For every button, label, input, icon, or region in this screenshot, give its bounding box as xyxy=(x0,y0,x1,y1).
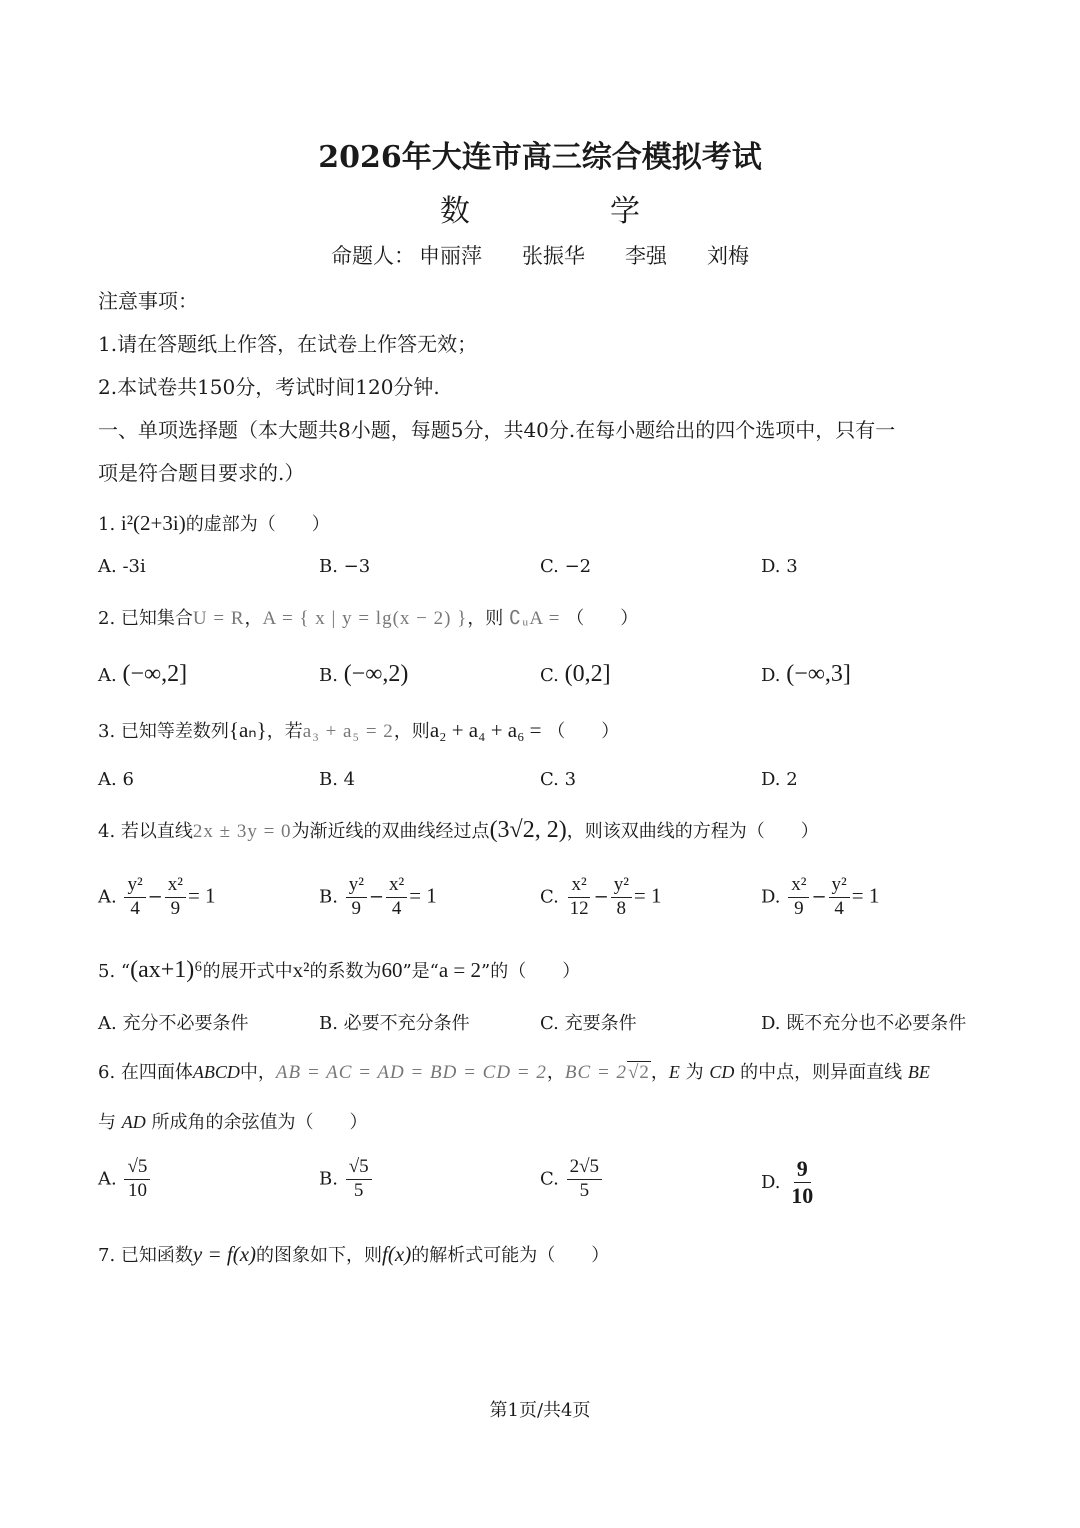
section-heading-line-2: 项是符合题目要求的.） xyxy=(98,461,305,485)
math-expression: x² xyxy=(292,958,310,982)
fraction: $\frac{√5}{10}$ xyxy=(124,1156,150,1203)
page-footer: 第1页/共4页 xyxy=(489,1400,591,1421)
option-b: B. $\frac{\text{y²}}{9}$ − $\frac{\text{x²}}{4}$ = 1 xyxy=(319,874,437,919)
option-a: A. 6 xyxy=(98,769,134,790)
author-name: 李强 xyxy=(625,244,667,268)
exam-title: 2026年大连市高三综合模拟考试 xyxy=(318,140,762,175)
question-text: 的系数为 xyxy=(309,961,382,982)
question-text: ，则 xyxy=(393,721,430,742)
subject-char-left: 数 xyxy=(440,194,470,229)
question-text: 的中点，则异面直线 xyxy=(740,1062,903,1083)
question-text: 3. 已知等差数列 xyxy=(98,721,229,742)
question-text: 的图象如下，则 xyxy=(256,1245,383,1266)
subject-heading xyxy=(0,186,1080,230)
option-a: A. (−∞,2] xyxy=(98,661,188,687)
option-c: C. 3 xyxy=(540,769,577,790)
option-b: B. −3 xyxy=(319,556,371,577)
question-text: ，则 xyxy=(467,608,504,629)
question-5 xyxy=(98,957,580,984)
question-text: ，若 xyxy=(266,721,303,742)
option-b: B. 必要不充分条件 xyxy=(319,1013,470,1034)
math-expression: i²(2+3i) xyxy=(120,511,186,535)
option-d: D. 2 xyxy=(761,769,798,790)
question-2 xyxy=(98,604,638,630)
question-number: 1. xyxy=(98,514,116,535)
math-variable: CD xyxy=(709,1062,735,1082)
question-text: （ ） xyxy=(547,721,620,742)
option-a: A. $\frac{\text{y²}}{4}$ − $\frac{\text{x²}}{9}$ = 1 xyxy=(98,874,216,919)
math-expression: (3√2, 2) xyxy=(489,817,567,843)
math-variable: AD xyxy=(121,1112,146,1132)
question-text: 为渐近线的双曲线经过点 xyxy=(291,821,490,842)
question-text: 7. 已知函数 xyxy=(98,1245,193,1266)
option-b: B. 4 xyxy=(319,769,356,790)
math-expression: a₂ + a₄ + a₆ = xyxy=(429,718,542,742)
math-expression: A = { x | y = lg(x − 2) } xyxy=(262,608,468,629)
question-text: 的虚部为（ ） xyxy=(185,514,330,535)
fraction: $\frac{9}{10}$ xyxy=(791,1156,814,1209)
math-expression: y = f(x) xyxy=(192,1242,257,1266)
math-expression: U = R xyxy=(192,608,245,629)
question-text: ”的（ ） xyxy=(481,961,581,982)
fraction: $\frac{2√5}{5}$ xyxy=(567,1156,602,1203)
authors-line xyxy=(0,240,1080,270)
question-text: 6. 在四面体 xyxy=(98,1062,193,1083)
author-name: 刘梅 xyxy=(707,244,749,268)
math-expression: a₃ + a₅ = 2 xyxy=(302,721,394,742)
fraction: $\frac{\text{x²}}{9}$ xyxy=(788,874,809,921)
option-a: A. -3i xyxy=(98,556,146,577)
math-expression: (ax+1)⁶ xyxy=(130,957,203,983)
option-b: B. $\frac{√5}{5}$ xyxy=(319,1156,374,1203)
notice-item-1: 1.请在答题纸上作答，在试卷上作答无效； xyxy=(98,332,478,356)
math-expression: (−∞,2] xyxy=(122,661,188,687)
fraction: $\frac{\text{y²}}{4}$ xyxy=(829,874,850,921)
question-1 xyxy=(98,510,330,536)
question-text: 的解析式可能为（ ） xyxy=(411,1245,610,1266)
question-text: 所成角的余弦值为（ ） xyxy=(151,1112,368,1133)
subject-char-right: 学 xyxy=(610,194,640,229)
question-text: ， xyxy=(650,1062,669,1083)
notice-item-2: 2.本试卷共150分，考试时间120分钟. xyxy=(98,375,440,399)
option-d: D. $\frac{9}{10}$ xyxy=(761,1156,818,1210)
authors-label: 命题人： xyxy=(331,244,415,268)
question-text: ， xyxy=(244,608,263,629)
question-text: ， xyxy=(546,1062,565,1083)
option-d: D. 3 xyxy=(761,556,798,577)
question-text: ”是“ xyxy=(402,961,439,982)
fraction: $\frac{\text{x²}}{12}$ xyxy=(569,874,589,919)
math-expression: (0,2] xyxy=(564,661,611,687)
question-6-line-2 xyxy=(98,1108,367,1134)
option-d: D. (−∞,3] xyxy=(761,661,851,687)
math-expression: 2x ± 3y = 0 xyxy=(192,821,292,842)
question-text: 中， xyxy=(239,1062,276,1083)
question-text: 的展开式中 xyxy=(202,961,293,982)
option-c: C. $\frac{2√5}{5}$ xyxy=(540,1156,604,1203)
fraction: $\frac{\text{y²}}{9}$ xyxy=(346,874,367,921)
option-c: C. 充要条件 xyxy=(540,1013,637,1034)
math-expression: {aₙ} xyxy=(228,718,267,742)
question-text: ，则该双曲线的方程为（ ） xyxy=(566,821,819,842)
fraction: $\frac{\text{x²}}{4}$ xyxy=(386,874,407,921)
question-text: 2. 已知集合 xyxy=(98,608,193,629)
option-a: A. $\frac{√5}{10}$ xyxy=(98,1156,152,1203)
section-heading-line-1: 一、单项选择题（本大题共8小题，每题5分，共40分.在每小题给出的四个选项中，只有一 xyxy=(98,418,896,442)
question-4 xyxy=(98,817,819,844)
author-name: 申丽萍 xyxy=(419,244,482,268)
question-3 xyxy=(98,717,619,743)
math-expression: BC = 2 xyxy=(564,1062,627,1083)
fraction: $\frac{\text{y²}}{4}$ xyxy=(124,874,145,921)
math-expression: f(x) xyxy=(382,1242,412,1266)
question-text: （ ） xyxy=(566,608,639,629)
fraction: $\frac{√5}{5}$ xyxy=(346,1156,372,1203)
math-variable: BE xyxy=(907,1062,930,1082)
option-d: D. 既不充分也不必要条件 xyxy=(761,1013,967,1034)
math-variable: E xyxy=(668,1062,680,1082)
question-text: 与 xyxy=(98,1112,116,1133)
option-b: B. (−∞,2) xyxy=(319,661,409,687)
option-c: C. (0,2] xyxy=(540,661,611,687)
notice-heading: 注意事项： xyxy=(98,289,198,313)
option-c: C. −2 xyxy=(540,556,592,577)
math-expression: (−∞,3] xyxy=(786,661,851,687)
math-expression: (−∞,2) xyxy=(343,661,409,687)
math-expression: 60 xyxy=(381,958,403,982)
math-variable: ABCD xyxy=(192,1062,240,1082)
question-text: 为 xyxy=(685,1062,704,1083)
radical: √2 xyxy=(627,1062,650,1083)
math-expression: AB = AC = AD = BD = CD = 2 xyxy=(275,1062,547,1083)
fraction: $\frac{\text{y²}}{8}$ xyxy=(611,874,632,921)
author-name: 张振华 xyxy=(522,244,585,268)
math-expression: ∁ᵤA = xyxy=(509,608,561,629)
option-d: D. $\frac{\text{x²}}{9}$ − $\frac{\text{y²}}{4}$ = 1 xyxy=(761,874,880,919)
fraction: $\frac{\text{x²}}{9}$ xyxy=(165,874,186,921)
question-text: 5. “ xyxy=(98,961,131,982)
math-expression: a = 2 xyxy=(438,958,482,982)
option-c: C. $\frac{\text{x²}}{12}$ − $\frac{\text{y²}}{8}$ = 1 xyxy=(540,874,662,919)
question-7 xyxy=(98,1241,609,1267)
option-a: A. 充分不必要条件 xyxy=(98,1013,249,1034)
question-6 xyxy=(98,1058,930,1084)
question-text: 4. 若以直线 xyxy=(98,821,193,842)
